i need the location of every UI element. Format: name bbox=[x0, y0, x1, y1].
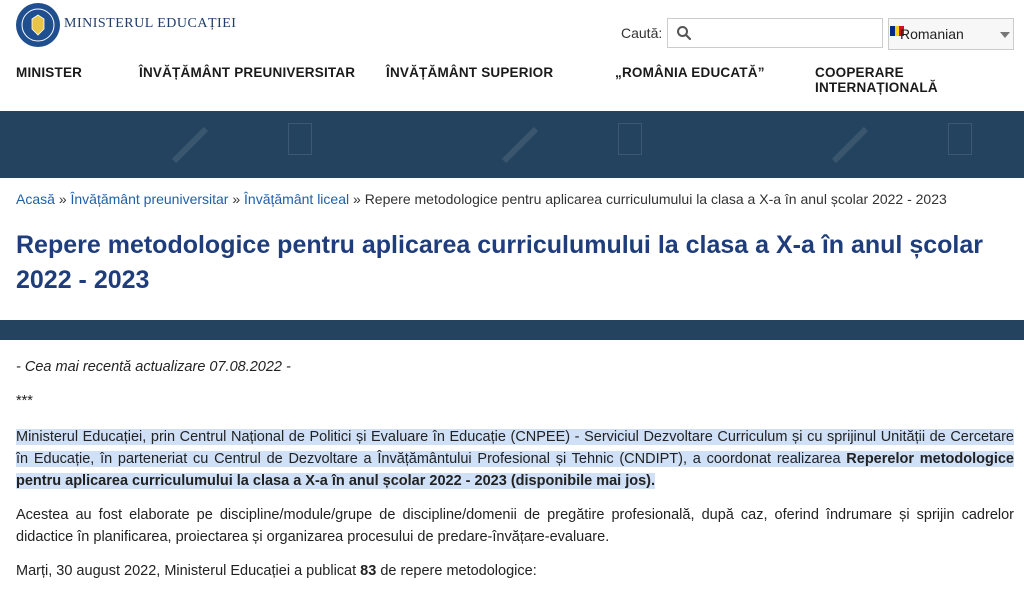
publish-text-start: Marți, 30 august 2022, Ministerul Educației a publicat bbox=[16, 563, 361, 579]
site-header bbox=[0, 0, 1024, 56]
banner-pencil-decoration bbox=[500, 125, 540, 165]
banner-decoration bbox=[618, 123, 642, 155]
breadcrumb-invatamant-liceal[interactable]: Învățământ liceal bbox=[244, 191, 350, 207]
language-selected: Romanian bbox=[900, 26, 964, 42]
search-label: Caută: bbox=[621, 25, 663, 41]
nav-invatamant-preuniversitar[interactable]: ÎNVĂȚĂMÂNT PREUNIVERSITAR bbox=[139, 65, 356, 80]
separator-stars: *** bbox=[16, 393, 33, 409]
intro-paragraph bbox=[16, 426, 1014, 492]
nav-cooperare-internationala[interactable]: COOPERARE INTERNAȚIONALĂ bbox=[815, 65, 938, 95]
search-input[interactable] bbox=[667, 18, 883, 48]
banner-decoration bbox=[948, 123, 972, 155]
last-update-note: - Cea mai recentă actualizare 07.08.2022 - bbox=[16, 359, 291, 375]
breadcrumb-invatamant-preuniversitar[interactable]: Învățământ preuniversitar bbox=[70, 191, 229, 207]
chevron-down-icon[interactable] bbox=[1000, 32, 1010, 38]
header-banner bbox=[0, 111, 1024, 178]
main-navigation bbox=[0, 60, 1024, 95]
banner-pencil-decoration bbox=[830, 125, 870, 165]
breadcrumb-current: Repere metodologice pentru aplicarea curriculumului la clasa a X-a în anul școlar 2022 - 2023 bbox=[364, 191, 947, 207]
ministry-logo-icon[interactable] bbox=[16, 3, 60, 47]
nav-invatamant-superior[interactable]: ÎNVĂȚĂMÂNT SUPERIOR bbox=[386, 65, 554, 80]
publish-count: 83 bbox=[360, 563, 377, 579]
breadcrumb-separator: » bbox=[58, 191, 67, 207]
publish-paragraph bbox=[16, 560, 1014, 582]
breadcrumb-separator: » bbox=[232, 191, 241, 207]
banner-pencil-decoration bbox=[170, 125, 210, 165]
page-title: Repere metodologice pentru aplicarea curriculumului la clasa a X-a în anul școlar 2022 - 2023 bbox=[16, 231, 983, 294]
breadcrumb-acasa[interactable]: Acasă bbox=[16, 191, 55, 207]
nav-minister[interactable]: MINISTER bbox=[16, 65, 83, 80]
banner-decoration bbox=[288, 123, 312, 155]
nav-romania-educata[interactable]: „ROMÂNIA EDUCATĂ” bbox=[615, 65, 765, 80]
article-content bbox=[16, 356, 1014, 582]
breadcrumb bbox=[16, 191, 947, 207]
search-icon[interactable] bbox=[676, 25, 692, 41]
publish-text-end: de repere metodologice: bbox=[376, 563, 537, 579]
site-name[interactable]: MINISTERUL EDUCAȚIEI bbox=[64, 16, 237, 31]
section-divider-band bbox=[0, 320, 1024, 340]
intro-bold-text: Reperelor metodologice pentru aplicarea curriculumului la clasa a X-a în anul școlar 2022 - 2023 (disponibile mai jos). bbox=[16, 451, 1014, 489]
breadcrumb-separator: » bbox=[353, 191, 361, 207]
description-paragraph: Acestea au fost elaborate pe discipline/module/grupe de discipline/domenii de pregătire profesională, după caz, oferind îndrumare și sprijin cadrelor didactice în planificarea, proiectarea și organizarea procesului de predare-învățare-evaluare. bbox=[16, 507, 1014, 545]
intro-text: Ministerul Educației, prin Centrul Național de Politici și Evaluare în Educație (CNPEE) - Serviciul Dezvoltare Curriculum și cu sprijinul Unității de Cercetare în Educație, în parteneriat cu Centrul de Dezvoltare a Învățământului Profesional și Tehnic (CNDIPT), a coordonat realizarea bbox=[16, 429, 1014, 467]
